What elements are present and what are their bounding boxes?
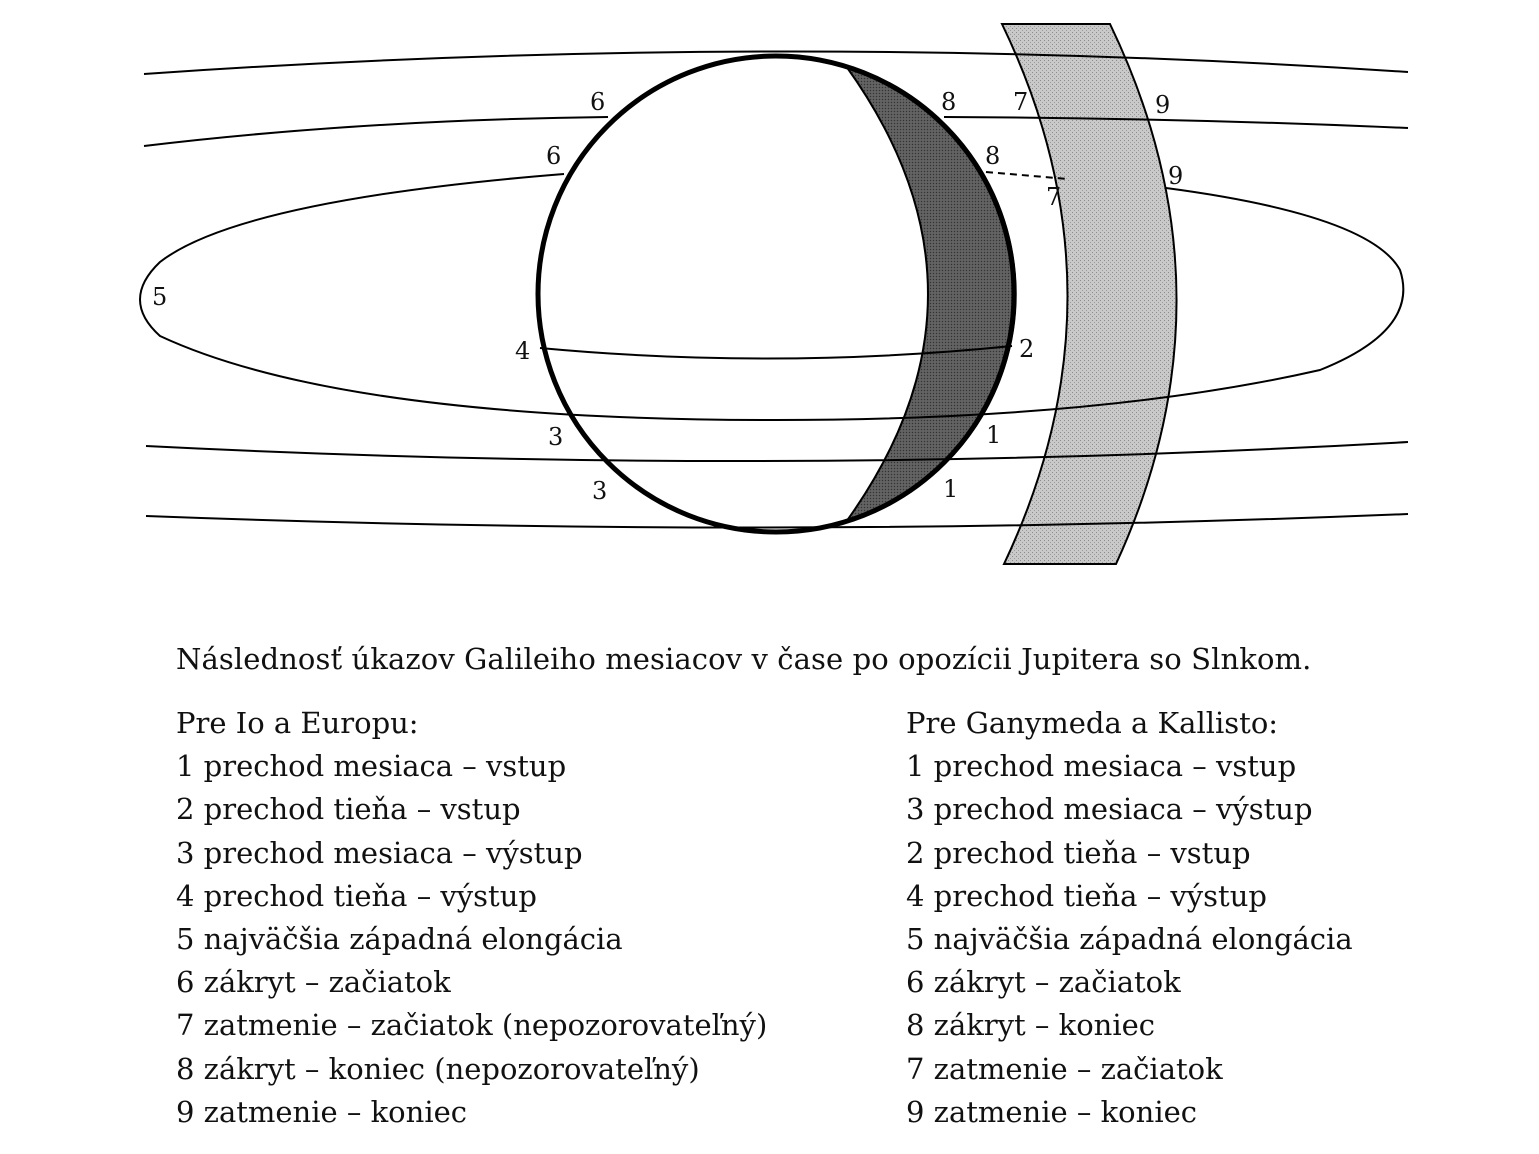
orbit-upper-back-right	[944, 117, 1408, 128]
legend-item: 2 prechod tieňa – vstup	[176, 792, 521, 827]
label-8-inner: 8	[985, 142, 1001, 170]
label-8-outer: 8	[941, 88, 957, 116]
label-1-outer: 1	[943, 475, 959, 503]
legend-item: 1 prechod mesiaca – vstup	[906, 749, 1297, 784]
label-9-outer: 9	[1155, 91, 1171, 119]
label-2: 2	[1019, 335, 1035, 363]
label-7-inner: 7	[1046, 183, 1062, 211]
label-6-inner: 6	[546, 142, 562, 170]
legend-item: 7 zatmenie – začiatok (nepozorovateľný)	[176, 1008, 768, 1043]
legend-heading: Pre Ganymeda a Kallisto:	[906, 706, 1279, 740]
legend-item: 7 zatmenie – začiatok	[906, 1051, 1223, 1086]
legend-item: 8 zákryt – koniec	[906, 1008, 1156, 1043]
figure-caption: Následnosť úkazov Galileiho mesiacov v čase po opozícii Jupitera so Slnkom.	[176, 642, 1312, 676]
legend-item: 1 prechod mesiaca – vstup	[176, 749, 567, 784]
label-4: 4	[515, 337, 531, 365]
legend-io-europa	[176, 702, 767, 1134]
legend-item: 3 prechod mesiaca – výstup	[176, 835, 583, 870]
legend-item: 2 prechod tieňa – vstup	[906, 835, 1251, 870]
legend-item: 9 zatmenie – koniec	[906, 1094, 1197, 1129]
label-9-inner: 9	[1168, 162, 1184, 190]
legend-item: 5 najväčšia západná elongácia	[906, 921, 1353, 956]
label-3-inner: 3	[548, 423, 564, 451]
legend-heading: Pre Io a Europu:	[176, 706, 419, 740]
label-5: 5	[152, 283, 168, 311]
legend-ganymede-callisto	[906, 702, 1353, 1134]
legend-item: 3 prechod mesiaca – výstup	[906, 792, 1313, 827]
legend-item: 4 prechod tieňa – výstup	[906, 878, 1267, 913]
orbit-upper-back	[144, 117, 608, 146]
label-3-outer: 3	[592, 477, 608, 505]
legend-item: 5 najväčšia západná elongácia	[176, 921, 623, 956]
legend-item: 9 zatmenie – koniec	[176, 1094, 467, 1129]
label-6-outer: 6	[590, 88, 606, 116]
legend-item: 6 zákryt – začiatok	[906, 965, 1181, 1000]
legend-item: 6 zákryt – začiatok	[176, 965, 451, 1000]
legend-item: 8 zákryt – koniec (nepozorovateľný)	[176, 1051, 700, 1086]
label-1-inner: 1	[986, 421, 1002, 449]
legend-item: 4 prechod tieňa – výstup	[176, 878, 537, 913]
label-7-outer: 7	[1013, 88, 1029, 116]
